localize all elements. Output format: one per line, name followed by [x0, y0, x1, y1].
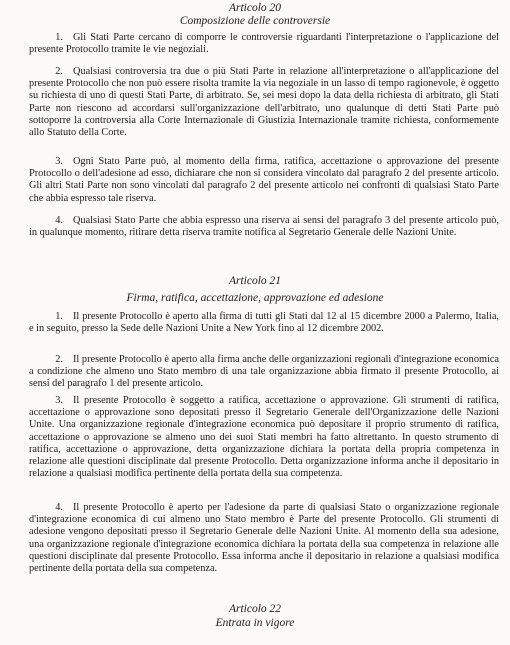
para-number: 4.: [55, 215, 63, 226]
para-number: 3.: [55, 156, 63, 167]
para-text: Gli Stati Parte cercano di comporre le controversie riguardanti l'interpretazione o l'applicazione del presente Protocollo tramite le vie negoziali.: [29, 32, 499, 56]
para-text: Qualsiasi controversia tra due o più Stati Parte in relazione all'interpretazione o all'applicazione del presente Protocollo che non può essere risolta tramite la via negoziale in un lasso di tempo ragionevole, è oggetto su richiesta di uno di questi Stati Parte, di arbitrato. Se, sei mesi dopo la data della richiesta di arbitrato, gli Stati Parte non riescono ad accordarsi sull'organizzazione dell'arbitrato, uno qualunque di detti Stati Parte può sottoporre la controversia alla Corte Internazionale di Giustizia Internazionale tramite richiesta, conformemente allo Statuto della Corte.: [29, 66, 499, 139]
para-text: Ogni Stato Parte può, al momento della firma, ratifica, accettazione o approvazione del presente Protocollo o dell'adesione ad esso, dichiarare che non si considera vincolato dal paragrafo 2 del presente articolo. Gli altri Stati Parte non sono vincolati dal paragrafo 2 del presente articolo nei confronti di qualsiasi Stato Parte che abbia espresso tale riserva.: [29, 156, 499, 204]
art20-para-2: [29, 66, 499, 139]
para-number: 3.: [55, 395, 63, 406]
para-text: Il presente Protocollo è aperto per l'adesione da parte di qualsiasi Stato o organizzazione regionale d'integrazione economica di cui almeno uno Stato membro è Parte del presente Protocollo. Gli strumenti di adesione vengono depositati presso il Segretario Generale delle Nazioni Unite. Al momento della sua adesione, una organizzazione regionale d'integrazione economica dichiara la portata della sua competenza in relazione alle questioni disciplinate dal presente Protocollo. Essa informa anche il depositario in relazione a qualsiasi modifica pertinente della portata della sua competenza.: [29, 502, 499, 575]
para-text: Il presente Protocollo è aperto alla firma di tutti gli Stati dal 12 al 15 dicembre 2000 a Palermo, Italia, e in seguito, presso la Sede delle Nazioni Unite a New York fino al 12 dicembre 2002.: [29, 311, 499, 335]
para-text: Qualsiasi Stato Parte che abbia espresso una riserva ai sensi del paragrafo 3 del presente articolo può, in qualunque momento, ritirare detta riserva tramite notifica al Segretario Generale delle Nazioni Unite.: [29, 215, 499, 239]
art20-para-4: [29, 215, 499, 239]
para-text: Il presente Protocollo è soggetto a ratifica, accettazione o approvazione. Gli strumenti di ratifica, accettazione o approvazione sono depositati presso il Segretario Generale dell'Organizzazione delle Nazioni Unite. Una organizzazione regionale d'integrazione economica può depositare il proprio strumento di ratifica, accettazione o approvazione se almeno uno dei suoi Stati membri ha fatto altrettanto. In questo strumento di ratifica, accettazione o approvazione, detta organizzazione dichiara la portata della propria competenza in relazione alle questioni disciplinate dal presente Protocollo. Detta organizzazione informa anche il depositario in relazione a qualsiasi modifica pertinente della portata della sua competenza.: [29, 395, 499, 480]
art21-para-4: [29, 502, 499, 575]
art20-para-3: [29, 156, 499, 205]
article-21-label: Articolo 21: [228, 275, 282, 287]
para-number: 2.: [55, 66, 63, 77]
article-22-title: Entrata in vigore: [215, 617, 295, 629]
article-20-label: Articolo 20: [228, 2, 282, 14]
art21-para-1: [29, 311, 499, 335]
art21-para-2: [29, 354, 499, 391]
para-text: Il presente Protocollo è aperto alla firma anche delle organizzazioni regionali d'integrazione economica a condizione che almeno uno Stato membro di una tale organizzazione abbia firmato il presente Protocollo, ai sensi del paragrafo 1 del presente articolo.: [29, 354, 499, 390]
para-number: 1.: [55, 32, 63, 43]
article-21-title: Firma, ratifica, accettazione, approvazione ed adesione: [126, 292, 384, 304]
article-22-label: Articolo 22: [228, 603, 282, 615]
para-number: 1.: [55, 311, 63, 322]
para-number: 4.: [55, 502, 63, 513]
art21-para-3: [29, 395, 499, 480]
para-number: 2.: [55, 354, 63, 365]
article-20-title: Composizione delle controversie: [179, 15, 331, 27]
art20-para-1: [29, 32, 499, 56]
